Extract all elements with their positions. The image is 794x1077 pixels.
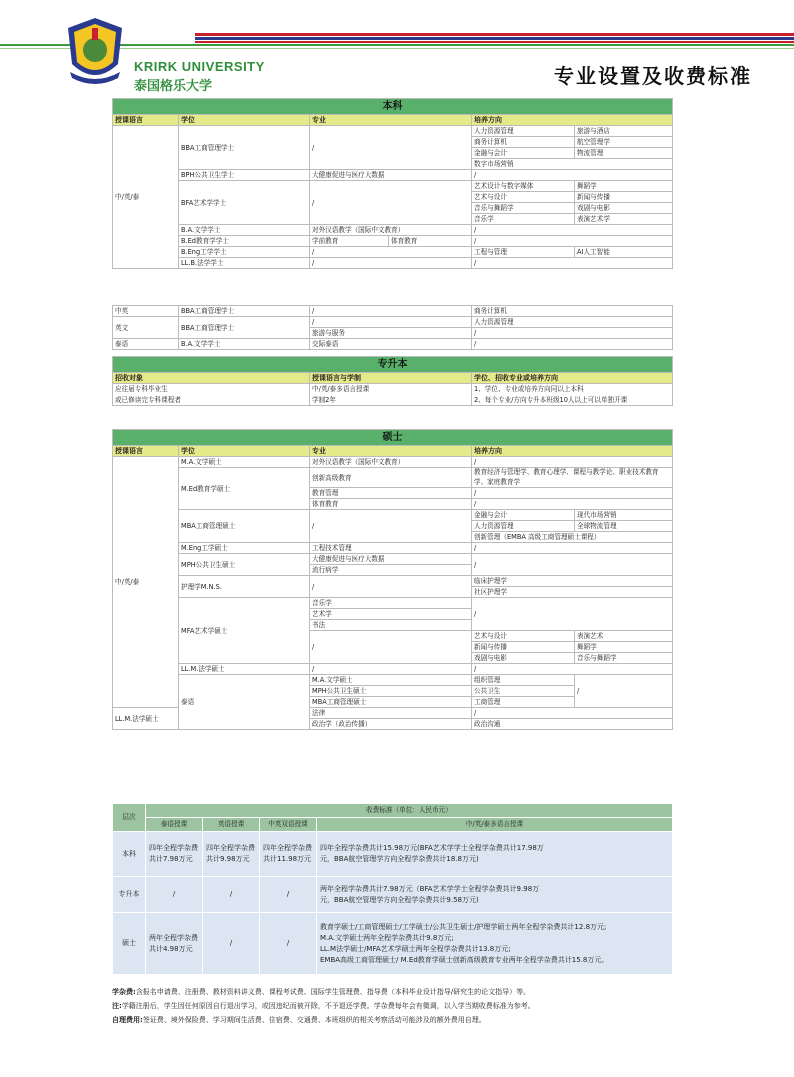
major: / (310, 258, 472, 269)
major: 工商管理 (472, 697, 575, 708)
fee-line: 教育学硕士/工商管理硕士/工学硕士/公共卫生硕士/护理学硕士两年全程学杂费共计12.8万元; (320, 922, 607, 931)
direction: AI人工智能 (575, 247, 673, 258)
flag-stripe (195, 33, 794, 43)
major: 对外汉语教学（国际中文教育） (310, 225, 472, 236)
major: 学前教育 (310, 236, 389, 247)
major: 创新高级教育 (310, 468, 472, 488)
direction: / (472, 543, 673, 554)
major: 对外汉语教学（国际中文教育） (310, 457, 472, 468)
note-value: 学籍注册后，学生因任何原因自行退出学习，或因违纪而被开除，不予退还学费。学杂费每年会有微调，以入学当期收费标准为参考。 (121, 1002, 535, 1010)
degree: BBA工商管理学士 (179, 306, 310, 317)
fee-value: / (203, 877, 260, 913)
major: 公共卫生 (472, 686, 575, 697)
col-header: 授课语言与学制 (310, 373, 472, 384)
col-header: 授课语言 (113, 115, 179, 126)
col-header: 招收对象 (113, 373, 310, 384)
fee-line: 两年全程学杂费共计7.98万元（BFA艺术学学士全程学杂费共计9.98万 (320, 884, 540, 893)
major: 书法 (310, 620, 472, 631)
fee-header: 中/英/泰多语言授课 (317, 818, 673, 832)
direction: / (472, 258, 673, 269)
direction: 商务计算机 (472, 137, 575, 148)
direction-text: 2、每个专业/方向专升本班级10人以上可以单独开课 (472, 394, 673, 405)
direction: 人力资源管理 (472, 317, 673, 328)
major: 音乐学 (310, 598, 472, 609)
col-header: 学位、招收专业或培养方向 (472, 373, 673, 384)
lang-cell: 英文 (113, 317, 179, 339)
col-header: 专业 (310, 115, 472, 126)
direction: / (472, 328, 673, 339)
target-text: 或已修读完专科课程者 (113, 394, 310, 405)
major: / (310, 181, 472, 225)
degree: M.Eng工学硕士 (179, 543, 310, 554)
degree: M.A.文学硕士 (310, 675, 472, 686)
fee-table (112, 803, 673, 975)
direction: 舞蹈学 (575, 642, 673, 653)
fee-line: 元，BBA航空管理学方向全程学杂费共计9.58万元) (320, 895, 479, 904)
direction: 全球物流管理 (575, 521, 673, 532)
direction: 人力资源管理 (472, 521, 575, 532)
direction: 音乐与舞蹈学 (575, 653, 673, 664)
master-table (112, 429, 673, 730)
brand-cn: 泰国格乐大学 (134, 78, 213, 93)
direction: 物流管理 (575, 148, 673, 159)
direction: 临床护理学 (472, 576, 673, 587)
direction: 艺术与设计 (472, 631, 575, 642)
col-header: 授课语言 (113, 446, 179, 457)
degree: B.A.文学学士 (179, 339, 310, 350)
brand-en: KRIRK UNIVERSITY (134, 59, 265, 74)
col-header: 学位 (179, 446, 310, 457)
fee-value: / (146, 877, 203, 913)
direction: 数字市场营销 (472, 159, 673, 170)
degree: MBA工商管理硕士 (310, 697, 472, 708)
major: 交际泰语 (310, 339, 472, 350)
degree: M.A.文学硕士 (179, 457, 310, 468)
direction: 社区护理学 (472, 587, 673, 598)
degree: LL.B.法学学士 (179, 258, 310, 269)
direction: / (472, 499, 673, 510)
major: / (310, 631, 472, 664)
section-title: 硕士 (113, 430, 673, 446)
section-title: 专升本 (113, 357, 673, 373)
degree: LL.M.法学硕士 (113, 708, 179, 730)
degree: BBA工商管理学士 (179, 126, 310, 170)
degree: BBA工商管理学士 (179, 317, 310, 339)
fee-header: 层次 (113, 804, 146, 832)
fee-value: 四年全程学杂费共计11.98万元 (260, 832, 317, 877)
direction: 戏剧与电影 (472, 653, 575, 664)
major: 体育教育 (389, 236, 472, 247)
degree: 护理学M.N.S. (179, 576, 310, 598)
direction: / (472, 225, 673, 236)
major: 艺术学 (310, 609, 472, 620)
fee-header: 泰语授课 (146, 818, 203, 832)
lang-cell: 泰语 (113, 339, 179, 350)
fee-header: 英语授课 (203, 818, 260, 832)
direction: 现代市场营销 (575, 510, 673, 521)
notes (112, 985, 712, 1027)
note-value: 签证费、境外保险费、学习期间生活费、住宿费、交通费、本班组织的相关考察活动可能涉及的额外费用自理。 (142, 1016, 486, 1024)
direction: 音乐学 (472, 214, 575, 225)
lang-text: 中/英/泰多语言授课 (310, 384, 472, 395)
undergrad-table (112, 98, 673, 269)
direction: 人力资源管理 (472, 126, 575, 137)
fee-line: M.A.文学硕士两年全程学杂费共计9.8万元; (320, 933, 454, 942)
direction: 舞蹈学 (575, 181, 673, 192)
fee-header: 中英双语授课 (260, 818, 317, 832)
fee-line: 元，BBA航空管理学方向全程学杂费共计18.8万元) (320, 855, 479, 863)
degree: MBA工商管理硕士 (179, 510, 310, 543)
major: 大健康促进与医疗大数据 (310, 170, 472, 181)
degree: MFA艺术学硕士 (179, 598, 310, 664)
lang-text: 学制2年 (310, 394, 472, 405)
direction: 工程与管理 (472, 247, 575, 258)
direction: 商务计算机 (472, 306, 673, 317)
degree: B.Eng工学学士 (179, 247, 310, 258)
col-header: 学位 (179, 115, 310, 126)
lang-cell: 中英 (113, 306, 179, 317)
direction: / (472, 488, 673, 499)
note-key: 自理费用: (112, 1016, 143, 1024)
major: 政治学（政治传播） (310, 719, 472, 730)
fee-line: LL.M法学硕士/MFA艺术学硕士两年全程学杂费共计13.8万元; (320, 944, 511, 953)
direction: / (472, 708, 673, 719)
major: 旅游与服务 (310, 328, 472, 339)
major: / (310, 510, 472, 543)
direction-text: 1、学位、专业或培养方向同以上本科 (472, 384, 673, 395)
degree: B.A.文学学士 (179, 225, 310, 236)
target-text: 应往届专科毕业生 (113, 384, 310, 395)
major: / (310, 306, 472, 317)
major: 教育管理 (310, 488, 472, 499)
major: 流行病学 (310, 565, 472, 576)
degree: B.Ed教育学学士 (179, 236, 310, 247)
col-header: 培养方向 (472, 446, 673, 457)
direction: / (575, 675, 673, 708)
university-crest-icon (62, 14, 128, 88)
note-line (112, 1013, 712, 1027)
degree: BFA艺术学学士 (179, 181, 310, 225)
direction: / (472, 598, 673, 631)
major: / (310, 576, 472, 598)
fee-value: 两年全程学杂费共计4.98万元 (146, 913, 203, 975)
degree: MPH公共卫生硕士 (179, 554, 310, 576)
section-title: 本科 (113, 99, 673, 115)
major: 体育教育 (310, 499, 472, 510)
direction: 戏剧与电影 (575, 203, 673, 214)
fee-value: / (260, 913, 317, 975)
fee-value: / (203, 913, 260, 975)
major: / (310, 664, 472, 675)
fee-value: 四年全程学杂费共计9.98万元 (203, 832, 260, 877)
fee-level: 硕士 (113, 913, 146, 975)
note-line (112, 999, 712, 1013)
fee-header: 收费标准（单位：人民币元） (146, 804, 673, 818)
note-value: 含报名申请费、注册费、教材资料讲义费、课程考试费、国际学生管理费、指导费（本科毕业设计指导/研究生的论文指导）等。 (135, 988, 531, 996)
direction: / (472, 457, 673, 468)
direction: 新闻与传播 (575, 192, 673, 203)
fee-value (317, 877, 673, 913)
brand-name (134, 59, 265, 94)
direction: 金融与会计 (472, 148, 575, 159)
fee-value (317, 832, 673, 877)
note-key: 学杂费: (112, 988, 136, 996)
direction: 航空管理学 (575, 137, 673, 148)
page-title: 专业设置及收费标准 (554, 64, 752, 88)
direction: 教育经济与管理学、教育心理学、课程与教学论、职业技术教育学、家庭教育学 (472, 468, 673, 488)
page-header (0, 0, 794, 98)
direction: 表演艺术学 (575, 214, 673, 225)
direction: 艺术设计与数字媒体 (472, 181, 575, 192)
direction: / (472, 554, 673, 576)
major: / (310, 126, 472, 170)
degree: LL.M.法学硕士 (179, 664, 310, 675)
lang-cell: 中/英/泰 (113, 126, 179, 269)
fee-level: 本科 (113, 832, 146, 877)
direction: 创新管理（EMBA 高级工商管理硕士课程） (472, 532, 673, 543)
fee-value (317, 913, 673, 975)
degree: MPH公共卫生硕士 (310, 686, 472, 697)
fee-value: 四年全程学杂费共计7.98万元 (146, 832, 203, 877)
major: 工程技术管理 (310, 543, 472, 554)
col-header: 培养方向 (472, 115, 673, 126)
lang-cell: 泰语 (179, 675, 310, 730)
direction: / (472, 236, 673, 247)
direction: 新闻与传播 (472, 642, 575, 653)
fee-line: 四年全程学杂费共计15.98万元(BFA艺术学学士全程学杂费共计17.98万 (320, 844, 544, 852)
fee-line: EMBA高级工商管理硕士/ M.Ed教育学硕士创新高级教育专业两年全程学杂费共计15.8万元。 (320, 955, 609, 964)
degree: BPH公共卫生学士 (179, 170, 310, 181)
direction: 政治沟通 (472, 719, 673, 730)
direction: / (472, 339, 673, 350)
major: 大健康促进与医疗大数据 (310, 554, 472, 565)
undergrad-lang-table (112, 305, 673, 350)
note-key: 注: (112, 1002, 122, 1010)
fee-value: / (260, 877, 317, 913)
note-line (112, 985, 712, 999)
direction: 旅游与酒店 (575, 126, 673, 137)
direction: 音乐与舞蹈学 (472, 203, 575, 214)
major: / (310, 317, 472, 328)
direction: / (472, 664, 673, 675)
lang-cell: 中/英/泰 (113, 457, 179, 708)
degree: M.Ed教育学硕士 (179, 468, 310, 510)
major: / (310, 247, 472, 258)
direction: 表演艺术 (575, 631, 673, 642)
direction: 艺术与设计 (472, 192, 575, 203)
major: 法律 (310, 708, 472, 719)
direction: 金融与会计 (472, 510, 575, 521)
col-header: 专业 (310, 446, 472, 457)
top-up-table (112, 356, 673, 406)
fee-level: 专升本 (113, 877, 146, 913)
major: 组织管理 (472, 675, 575, 686)
direction: / (472, 170, 673, 181)
